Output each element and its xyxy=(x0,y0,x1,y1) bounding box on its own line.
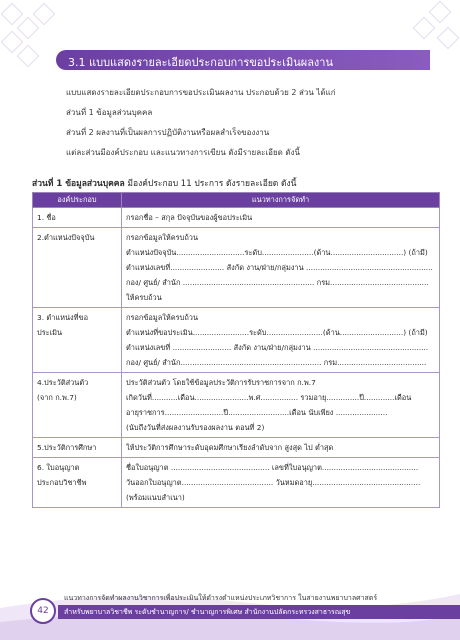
row-label: 2.ตำแหน่งปัจจุบัน xyxy=(37,233,95,242)
row-guideline-cell xyxy=(122,373,440,438)
row-label-cell xyxy=(33,438,122,458)
row-label: ประกอบวิชาชีพ xyxy=(37,478,87,487)
row-label: 1. ชื่อ xyxy=(37,213,56,222)
guideline-line: ตำแหน่งปัจจุบัน.............................ระดับ......................(ด้าน...............................) (ถ้ามี) xyxy=(126,248,428,257)
guideline-line: ชื่อใบอนุญาต .......................................... เลขที่ใบอนุญาต......................................... xyxy=(126,463,419,472)
intro-line: ส่วนที่ 1 ข้อมูลส่วนบุคคล xyxy=(66,108,153,117)
row-label: 3. ตำแหน่งที่ขอ xyxy=(37,313,89,322)
section-banner xyxy=(56,50,430,70)
row-label: 5.ประวัติการศึกษา xyxy=(37,443,97,452)
guideline-line: เกิดวันที่...........เดือน.......................พ.ศ................ รวมอายุ..............ปี.............เดือน xyxy=(126,393,412,402)
row-label-cell xyxy=(33,373,122,438)
guideline-line: กรอกข้อมูลให้ครบถ้วน xyxy=(126,313,199,322)
row-label: 6. ใบอนุญาต xyxy=(37,463,80,472)
table-row xyxy=(33,438,440,458)
row-label: 4.ประวัติส่วนตัว xyxy=(37,378,89,387)
row-guideline-cell xyxy=(122,208,440,228)
section-heading-bold: ส่วนที่ 1 ข้อมูลส่วนบุคคล xyxy=(32,179,125,189)
row-guideline-cell xyxy=(122,228,440,308)
row-label: ประเมิน xyxy=(37,328,63,337)
guideline-line: ประวัติส่วนตัว โดยใช้ข้อมูลประวัติการรับราชการจาก ก.พ.7 xyxy=(126,378,316,387)
guideline-line: กอง/ ศูนย์/ สำนัก ........................................................ กรม.......................................... xyxy=(126,278,429,287)
table-header-row xyxy=(33,193,440,208)
row-guideline-cell xyxy=(122,438,440,458)
intro-line: ส่วนที่ 2 ผลงานที่เป็นผลการปฏิบัติงานหรือผลสำเร็จของงาน xyxy=(66,128,270,137)
banner-title: 3.1 แบบแสดงรายละเอียดประกอบการขอประเมินผลงาน xyxy=(68,56,333,69)
row-label-cell xyxy=(33,308,122,373)
footer-title-line: แนวทางการจัดทำผลงานวิชาการเพื่อประเมินให้ดำรงตำแหน่งประเภทวิชาการ ในสายงานพยาบาลศาสตร์ xyxy=(64,594,378,602)
page-number: 42 xyxy=(30,598,56,624)
guideline-line: ตำแหน่งเลขที่....................... สังกัด งาน/ฝ่าย/กลุ่มงาน ...................................................... xyxy=(126,263,433,272)
row-label-cell xyxy=(33,458,122,508)
table-row xyxy=(33,373,440,438)
guideline-line: (นับถึงวันที่ส่งผลงานรับรองผลงาน ตอนที่ 2) xyxy=(126,423,265,432)
table-row xyxy=(33,208,440,228)
row-guideline-cell xyxy=(122,308,440,373)
table-row xyxy=(33,458,440,508)
guideline-line: ให้ประวัติการศึกษาระดับอุดมศึกษาเรียงลำดับจาก สูงสุด ไป ต่ำสุด xyxy=(126,443,334,452)
guideline-line: กรอกชื่อ – สกุล ปัจจุบันของผู้ขอประเมิน xyxy=(126,213,253,222)
row-label-cell xyxy=(33,208,122,228)
row-guideline-cell xyxy=(122,458,440,508)
details-table xyxy=(32,192,440,508)
guideline-line: กรอกข้อมูลให้ครบถ้วน xyxy=(126,233,199,242)
column-header: แนวทางการจัดทำ xyxy=(122,193,440,208)
footer-subtitle-line: สำหรับพยาบาลวิชาชีพ ระดับชำนาญการ/ ชำนาญการพิเศษ สำนักงานปลัดกระทรวงสาธารณสุข xyxy=(64,608,351,616)
guideline-line: ตำแหน่งที่ขอประเมิน........................ระดับ........................(ด้าน...........................) (ถ้ามี) xyxy=(126,328,428,337)
table-row xyxy=(33,228,440,308)
section-heading-rest: มีองค์ประกอบ 11 ประการ ดังรายละเอียด ดังนี้ xyxy=(124,179,297,189)
row-label-cell xyxy=(33,228,122,308)
intro-line: แบบแสดงรายละเอียดประกอบการขอประเมินผลงาน ประกอบด้วย 2 ส่วน ได้แก่ xyxy=(66,88,336,97)
guideline-line: อายุราชการ.........................ปี..........................เดือน นับเพียง ...................... xyxy=(126,408,388,417)
footer-bar xyxy=(58,605,460,619)
intro-line: แต่ละส่วนมีองค์ประกอบ และแนวทางการเขียน ดังมีรายละเอียด ดังนี้ xyxy=(66,148,300,157)
column-header: องค์ประกอบ xyxy=(33,193,122,208)
section-heading xyxy=(32,176,297,190)
row-label: (จาก ก.พ.7) xyxy=(37,393,77,402)
guideline-line: วันออกใบอนุญาต....................................... วันหมดอายุ.............................................. xyxy=(126,478,421,487)
table-row xyxy=(33,308,440,373)
guideline-line: กอง/ ศูนย์/ สำนัก............................................................ กรม...................................... xyxy=(126,358,427,367)
guideline-line: ตำแหน่งเลขที่ ......................... สังกัด งาน/ฝ่าย/กลุ่มงาน ................................................. xyxy=(126,343,429,352)
guideline-line: ให้ครบถ้วน xyxy=(126,293,162,302)
guideline-line: (พร้อมแนบสำเนา) xyxy=(126,493,185,502)
